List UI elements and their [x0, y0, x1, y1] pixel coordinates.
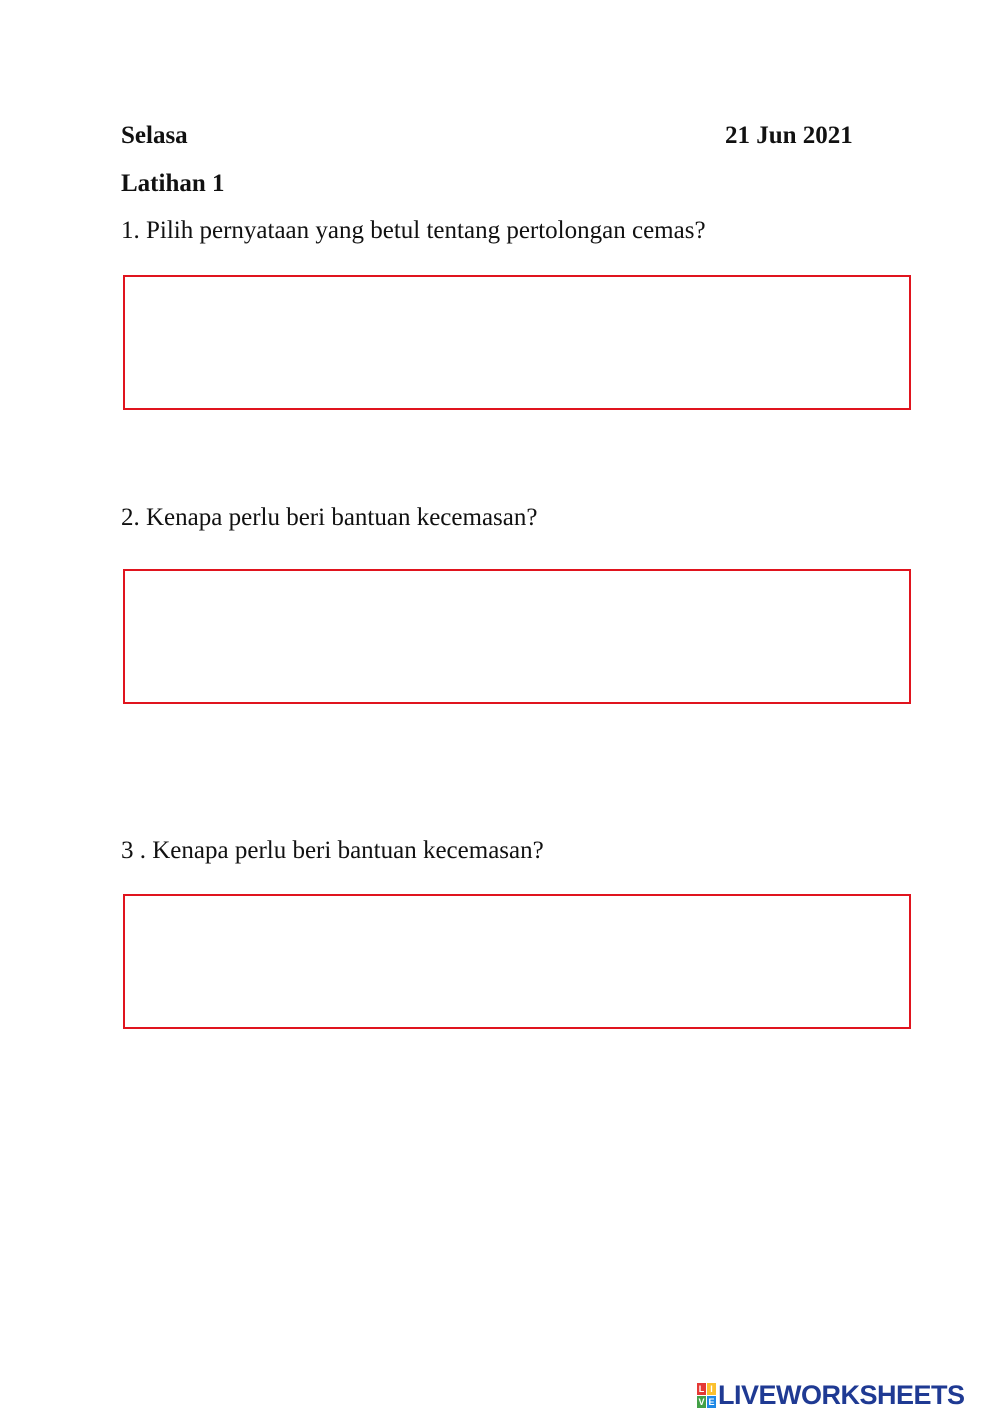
question-3-text: 3 . Kenapa perlu beri bantuan kecemasan?: [121, 837, 544, 864]
brand-text: LIVEWORKSHEETS: [718, 1379, 965, 1410]
answer-input-2[interactable]: [125, 571, 909, 702]
answer-box-1[interactable]: [123, 275, 911, 410]
date-label: 21 Jun 2021: [725, 122, 853, 149]
logo-letter-v: V: [698, 1396, 705, 1407]
day-label: Selasa: [121, 122, 188, 149]
logo-letter-l: L: [698, 1383, 705, 1394]
answer-box-2[interactable]: [123, 569, 911, 704]
question-1-text: 1. Pilih pernyataan yang betul tentang pertolongan cemas?: [121, 217, 706, 244]
answer-box-3[interactable]: [123, 894, 911, 1029]
logo-letter-i: I: [707, 1383, 716, 1395]
answer-input-1[interactable]: [125, 277, 909, 408]
answer-input-3[interactable]: [125, 896, 909, 1027]
question-2-text: 2. Kenapa perlu beri bantuan kecemasan?: [121, 504, 538, 531]
logo-letter-e: E: [708, 1396, 715, 1407]
exercise-title: Latihan 1: [121, 170, 225, 197]
logo-mark-icon: [697, 1383, 716, 1408]
liveworksheets-logo: [697, 1378, 965, 1412]
